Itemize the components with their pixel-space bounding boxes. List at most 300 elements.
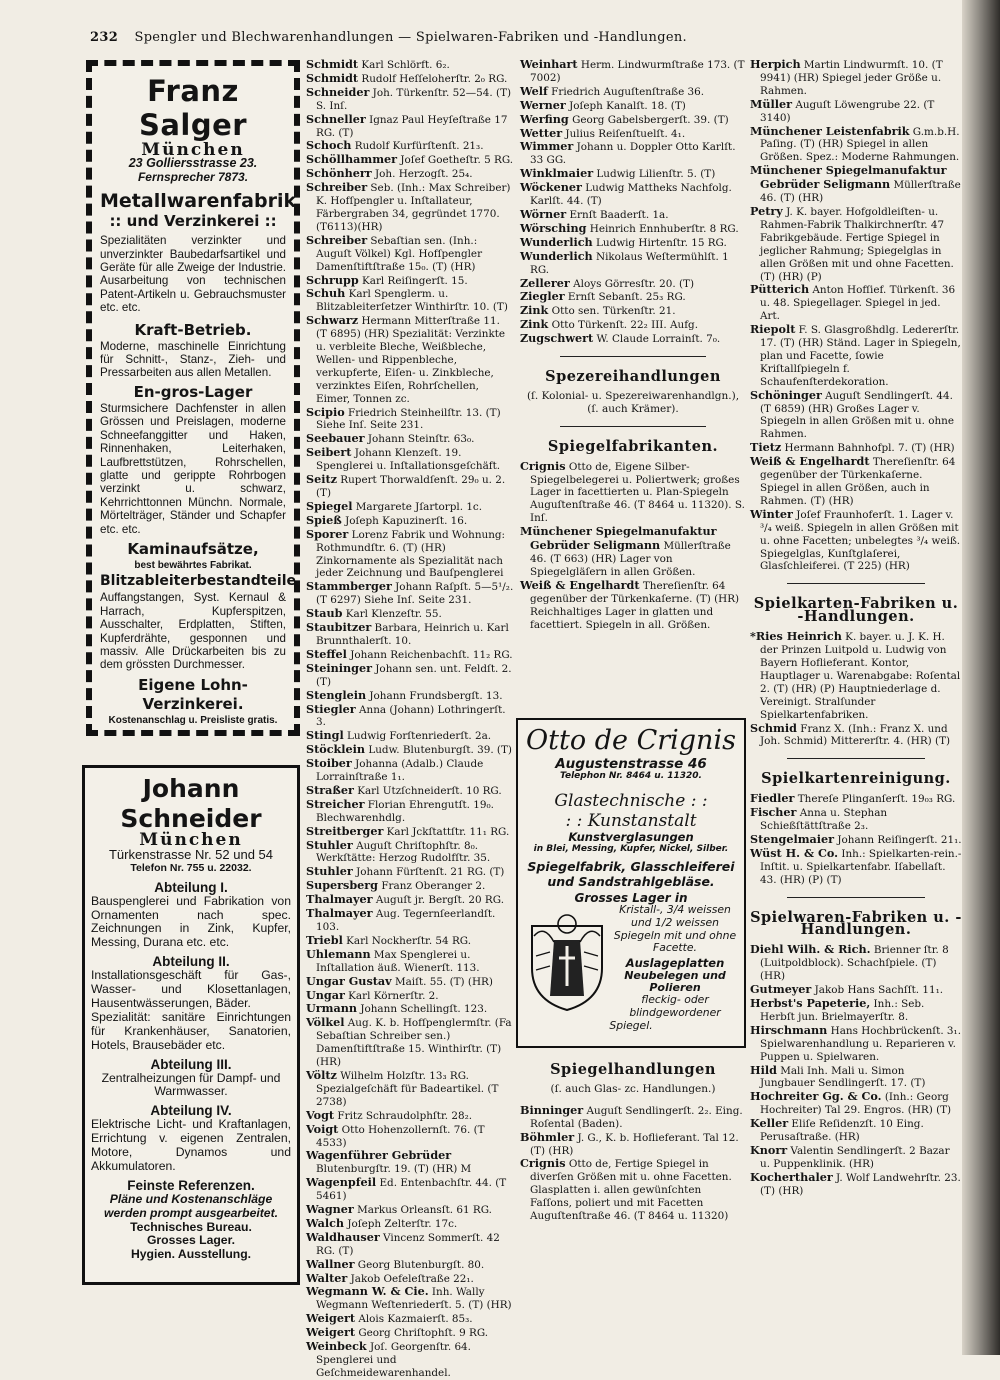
entry-name: Schmidt — [306, 70, 359, 85]
ad-salger-heading2: :: und Verzinkerei :: — [109, 212, 277, 231]
directory-entry — [306, 621, 514, 648]
directory-entry — [306, 1176, 514, 1203]
directory-entry — [750, 722, 962, 749]
directory-entry — [750, 997, 962, 1024]
entry-name: Streitberger — [306, 823, 384, 838]
directory-entry — [306, 1231, 514, 1258]
entry-name: Thalmayer — [306, 892, 373, 907]
spiegelfab-entries — [520, 460, 746, 632]
entry-details: Inh.: Seb. Herbſt jun. Brielmayerſtr. 8. — [760, 998, 925, 1023]
entry-name: Winter — [750, 506, 793, 521]
entry-name: Crignis — [520, 1156, 566, 1171]
ad-schneider-lager: Grosses Lager. — [146, 1233, 236, 1248]
directory-entry — [306, 432, 514, 446]
entry-name: Voigt — [306, 1121, 339, 1136]
entry-details: Johann Klenzeſt. 19. Spenglerei u. Inſtallationsgeſchäft. — [316, 447, 501, 473]
section-rule — [787, 758, 925, 759]
directory-entry — [306, 607, 514, 621]
entry-details: Auguſt Sendlingerſt. 44. (T 6859) (HR) Großes Lager v. Spiegeln in allen Größen mit u. ohne Rahmen. — [760, 389, 955, 441]
ad-crignis-name: Otto de Crignis — [526, 725, 736, 756]
ad-crignis-glas2: : : Kunstanstalt — [565, 810, 697, 831]
entry-details: Blutenburgſtr. 19. (T) (HR) M — [316, 1163, 472, 1176]
spiegelhandl-entries — [520, 1104, 746, 1223]
entry-name: Schreiber — [306, 180, 368, 195]
entry-name: Pütterich — [750, 282, 810, 297]
entry-details: Ludw. Blutenburgſt. 39. (T) — [365, 744, 512, 757]
directory-entry — [520, 277, 746, 291]
entry-name: Steininger — [306, 660, 372, 675]
entry-name: Welf — [520, 83, 548, 98]
entry-details: Herm. Lindwurmſtraße 173. (T 7002) — [530, 59, 745, 84]
entry-details: Auguſt Chriſtophſtr. 8₀. Werkſtätte: Herzog Rudolfſtr. 35. — [316, 839, 491, 865]
running-title: Spengler und Blechwarenhandlungen — Spielwaren-Fabriken und -Handlungen. — [134, 30, 687, 45]
ad-crignis-lager: Grosses Lager in — [574, 890, 688, 905]
entry-name: Riepolt — [750, 322, 796, 337]
ad-schneider-abt3-text: Zentralheizungen für Dampf- und Warmwasser. — [101, 1070, 281, 1099]
entry-name: Zink — [520, 317, 549, 332]
col4-entries — [750, 58, 962, 573]
directory-entry — [306, 825, 514, 839]
ad-salger-kamin-sub: best bewährtes Fabrikat. — [134, 559, 252, 571]
ad-otto-de-crignis — [516, 718, 746, 1048]
entry-name: Schwarz — [306, 313, 359, 328]
directory-entry — [306, 86, 514, 113]
entry-name: Stöcklein — [306, 742, 366, 757]
entry-name: Kocherthaler — [750, 1169, 833, 1184]
directory-entry — [520, 181, 746, 208]
entry-name: Stengelmaier — [750, 831, 835, 846]
directory-entry — [306, 314, 514, 405]
entry-details: Maiſt. 55. (T) (HR) — [391, 975, 493, 988]
entry-details: Martin Lindwurmſt. 10. (T 9941) (HR) Spiegel jeder Größe u. Rahmen. — [760, 59, 943, 97]
directory-entry — [306, 153, 514, 167]
ad-crignis-glas1: Glastechnische : : — [554, 790, 708, 811]
ad-schneider-abt4-text: Elektrische Licht- und Kraftanlagen, Errichtung v. eigenen Zentralen, Motore, Dynamos und Akkumulatoren. — [91, 1117, 291, 1173]
entry-name: Zink — [520, 303, 549, 318]
directory-entry — [306, 689, 514, 703]
directory-entry — [520, 1104, 746, 1131]
directory-entry — [750, 1171, 962, 1198]
entry-details: Georg Gabelsbergerſt. 39. (T) — [568, 113, 729, 126]
directory-entry — [520, 236, 746, 250]
entry-name: Schöninger — [750, 387, 822, 402]
entry-details: Karl Utzſchneiderſt. 10 RG. — [353, 784, 502, 797]
entry-name: Wunderlich — [520, 248, 593, 263]
directory-entry — [750, 455, 962, 508]
entry-details: Ernſt Sebanſt. 25₃ RG. — [564, 291, 686, 304]
directory-entry — [750, 98, 962, 125]
entry-details: Joh. Herzogſt. 25₄. — [371, 168, 473, 181]
entry-details: Inh. Wally Wegmann Weſtenriederſt. 5. (T) (HR) — [316, 1286, 512, 1312]
ad-johann-schneider — [82, 765, 300, 1285]
directory-entry — [306, 729, 514, 743]
entry-details: Müllerſtraße 46. (T 663) (HR) Lager von Spiegelgläſern in allen Größen. — [530, 540, 731, 578]
entry-name: Völtz — [306, 1067, 337, 1082]
entry-details: Aug. K. b. Hofſpenglermſtr. (Fa Sebaſtian Schreiber sen.) Damenſtiftſtraße 15. Winthirſtr. (T) (HR) — [316, 1017, 512, 1069]
entry-name: Weinbeck — [306, 1339, 367, 1354]
entry-name: Zugschwert — [520, 331, 594, 346]
ad-crignis-flecke: fleckig- oder blindgewordener Spiegel. — [609, 993, 721, 1033]
entry-name: Weiß & Engelhardt — [520, 577, 640, 592]
directory-entry — [306, 703, 514, 730]
directory-entry — [306, 648, 514, 662]
directory-entry — [750, 983, 962, 997]
entry-details: Auguſt Löwengrube 22. (T 3140) — [760, 98, 935, 124]
directory-entry — [306, 934, 514, 948]
directory-entry — [306, 1326, 514, 1340]
directory-entry — [306, 1069, 514, 1109]
entry-details: Ludwig Forſtenriederſt. 2a. — [343, 730, 492, 743]
directory-entry — [520, 579, 746, 632]
entry-details: Johanna (Adalb.) Claude Lorrainſtraße 1₁. — [316, 758, 484, 784]
ad-salger-blitz: Blitzableiterbestandteile. — [100, 573, 302, 590]
directory-entry — [750, 847, 962, 887]
entry-details: Joſef Fraunhoferſt. 1. Lager v. ³/₄ weiß. Spiegeln in allen Größen mit u. ohne Facetten; unbelegtes ³/₄ weiß. Spiegelglas, Kunſtglaſerei, Glasſchleiferei. (T 225) (HR) — [760, 508, 961, 573]
entry-name: Vogt — [306, 1107, 335, 1122]
directory-entry — [306, 181, 514, 234]
ad-crignis-auslage: Auslageplatten — [625, 956, 725, 971]
entry-details: Johann Schellingſt. 123. — [357, 1003, 488, 1016]
entry-name: Thalmayer — [306, 906, 373, 921]
directory-column-4 — [750, 58, 962, 1198]
entry-name: Keller — [750, 1116, 789, 1131]
entry-name: Wunderlich — [520, 234, 593, 249]
entry-details: Anna (Johann) Lothringerſt. 3. — [316, 703, 506, 729]
entry-details: Max Spenglerei u. Inſtallation äuß. Wienerſt. 113. — [316, 948, 480, 974]
entry-name: Uhlemann — [306, 946, 371, 961]
entry-details: Joſeph Kanalſt. 18. (T) — [565, 99, 686, 112]
ad-crignis-fabrik: Spiegelfabrik, Glasschleiferei und Sandstrahlgebläse. — [527, 858, 735, 889]
entry-details: Anna u. Stephan Schießſtättſtraße 2₃. — [760, 807, 888, 833]
entry-name: Seebauer — [306, 431, 365, 446]
entry-name: Straßer — [306, 782, 354, 797]
directory-entry — [520, 167, 746, 181]
directory-entry — [306, 234, 514, 274]
entry-details: Joh. Türkenſtr. 52—54. (T) S. Inſ. — [316, 86, 512, 112]
directory-entry — [520, 290, 746, 304]
entry-name: Werner — [520, 97, 566, 112]
entry-name: Schmidt — [306, 57, 359, 71]
entry-name: Wagenpfeil — [306, 1175, 377, 1190]
directory-entry — [306, 287, 514, 314]
entry-details: Rupert Thorwaldſenſt. 29₀ u. 2. (T) — [316, 474, 506, 499]
ad-schneider-abt3: Abteilung III. — [150, 1056, 232, 1072]
entry-details: Karl Schlörft. 6₂. — [358, 59, 450, 71]
ad-salger-phone: Fernsprecher 7873. — [137, 169, 249, 184]
directory-entry — [306, 473, 514, 500]
entry-details: Friedrich Auguſtenſtraße 36. — [547, 85, 705, 98]
entry-name: Stammberger — [306, 579, 392, 594]
directory-entry — [306, 1312, 514, 1326]
entry-details: Seb. (Inh.: Max Schreiber) K. Hofſpengler u. Inſtallateur, Färbergraben 34, gegründet 1770. (T6113)(HR) — [316, 182, 511, 233]
entry-details: Aloys Görresſtr. 20. (T) — [569, 277, 694, 290]
entry-name: Wallner — [306, 1256, 355, 1271]
ad-crignis-lager-text: Kristall-, 3/4 weissen und 1/2 weissen Spiegeln mit und ohne Facette. — [613, 903, 737, 955]
ad-schneider-abt2-spec: Spezialität: sanitäre Einrichtungen für Krankenhäuser, Sanatorien, Hotels, Brausebäder etc. — [91, 1009, 291, 1052]
entry-details: Sebaſtian sen. (Inh.: Auguſt Völkel) Kgl. Hofſpengler Damenſtiftſtraße 15₀. (T) (HR) — [316, 234, 483, 273]
directory-entry — [520, 85, 746, 99]
ad-crignis-neu: Neubelegen und Polieren — [624, 968, 726, 995]
entry-name: Crignis — [520, 458, 566, 473]
entry-details: J. G., K. b. Hoflieferant. Tal 12. (T) (HR) — [530, 1131, 739, 1157]
directory-entry — [750, 1090, 962, 1117]
entry-name: Schmid — [750, 720, 797, 735]
directory-entry — [306, 907, 514, 934]
ad-schneider-abt2-text: Installationsgeschäft für Gas-, Wasser- und Klosettanlagen, Hausentwässerungen, Bäder. — [91, 968, 291, 1010]
entry-name: Gutmeyer — [750, 982, 812, 997]
directory-entry — [306, 1203, 514, 1217]
entry-name: Ungar Gustav — [306, 973, 392, 988]
entry-name: Münchener Spiegelmanufaktur Gebrüder Seligmann — [520, 524, 717, 553]
entry-name: Wüst H. & Co. — [750, 845, 839, 860]
entry-details: Johann sen. unt. Feldſt. 2. (T) — [316, 662, 512, 688]
entry-details: Johann Frundsbergſt. 13. — [366, 689, 503, 702]
directory-entry — [306, 139, 514, 153]
directory-entry — [306, 167, 514, 181]
entry-details: Thereſe Plinganſerſt. 19₀₃ RG. — [794, 793, 956, 806]
entry-name: Münchener Spiegelmanufaktur Gebrüder Seligmann — [750, 163, 947, 192]
entry-name: Werfing — [520, 111, 569, 126]
directory-entry — [750, 1144, 962, 1171]
directory-entry — [306, 514, 514, 528]
entry-name: Stingl — [306, 728, 344, 743]
ad-schneider-name: Johann Schneider — [120, 774, 262, 833]
section-title-spiegelfab: Spiegelfabrikanten. — [547, 437, 719, 455]
page-edge-shadow — [962, 0, 1000, 1355]
entry-details: Heinrich Ennhuberſtr. 8 RG. — [586, 222, 739, 235]
entry-details: Fritz Schraudolphſtr. 28₂. — [334, 1109, 473, 1122]
entry-details: Wilhelm Holzſtr. 13₃ RG. Spezialgeſchäft für Badeartikel. (T 2738) — [316, 1069, 499, 1108]
entry-details: Johann u. Doppler Otto Karlſt. 33 GG. — [530, 141, 736, 167]
ad-schneider-abt2: Abteilung II. — [152, 954, 230, 970]
directory-entry — [306, 757, 514, 784]
entry-details: Markus Orleansſt. 61 RG. — [353, 1204, 492, 1217]
directory-entry — [520, 250, 746, 277]
ad-franz-salger — [86, 60, 300, 736]
entry-details: Georg Chriſtophſt. 9 RG. — [355, 1327, 489, 1340]
entry-name: Wöckener — [520, 180, 582, 195]
ad-salger-address: 23 Golliersstrasse 23. — [128, 156, 258, 171]
entry-name: Knorr — [750, 1142, 788, 1157]
directory-entry — [306, 1016, 514, 1069]
entry-name: Schneller — [306, 111, 366, 126]
entry-details: Thereſienſtr. 64 gegenüber der Türkenkaſerne. Spiegel in allen Größen, auch in Rahmen. (T) (HR) — [760, 456, 956, 507]
entry-details: Otto Türkenſt. 22₂ III. Aufg. — [548, 319, 699, 332]
entry-name: Petry — [750, 203, 783, 218]
section-rule — [787, 897, 925, 898]
directory-entry — [306, 500, 514, 514]
entry-details: Valentin Sendlingerſt. 2 Bazar u. Puppenklinik. (HR) — [760, 1144, 950, 1170]
entry-details: Inh.: Spielkarten-rein.-Inſtit. u. Spielkartenfabr. Iſabellaſt. 43. (HR) (P) (T) — [760, 847, 962, 886]
entry-details: Jakob Oefeleſtraße 22₁. — [347, 1272, 474, 1285]
entry-details: Jakob Hans Sachſſt. 11₁. — [811, 984, 944, 997]
entry-name: Scipio — [306, 404, 345, 419]
entry-details: Karl Nockherſtr. 54 RG. — [342, 934, 472, 947]
directory-entry — [750, 58, 962, 98]
section-title-spiegelhandl: Spiegelhandlungen — [550, 1061, 716, 1078]
entry-details: Ludwig Hirtenſtr. 15 RG. — [592, 236, 727, 249]
entry-name: Diehl Wilh. & Rich. — [750, 942, 871, 957]
entry-name: Stoiber — [306, 756, 352, 771]
entry-name: Seibert — [306, 445, 352, 460]
directory-entry — [306, 798, 514, 825]
directory-entry — [306, 406, 514, 433]
entry-name: Schöllhammer — [306, 152, 398, 167]
entry-details: Florian Ehrengutſt. 19₀. Blechwarenhdlg. — [316, 798, 494, 824]
directory-entry — [750, 508, 962, 574]
directory-entry — [306, 72, 514, 86]
page-number: 232 — [90, 30, 119, 45]
directory-entry — [306, 893, 514, 907]
entry-details: Joſeph Zelterſtr. 17c. — [344, 1217, 458, 1230]
entry-name: Zellerer — [520, 275, 570, 290]
directory-entry — [520, 304, 746, 318]
entry-name: Streicher — [306, 796, 365, 811]
entry-details: Anton Hofſief. Türkenſt. 36 u. 48. Spiegellager. Spiegel in jed. Art. — [760, 284, 956, 323]
entry-details: Georg Blutenburgſt. 80. — [354, 1258, 485, 1271]
section-rule — [787, 583, 925, 584]
directory-entry — [520, 127, 746, 141]
ad-crignis-kunst: Kunstverglasungen — [568, 829, 694, 844]
entry-name: Stenglein — [306, 687, 367, 702]
directory-entry — [750, 1024, 962, 1064]
ad-salger-text2: Moderne, maschinelle Einrichtung für Schnitt-, Stanz-, Zieh- und Pressarbeiten aus allen Metallen. — [100, 339, 286, 380]
entry-name: Supersberg — [306, 878, 379, 893]
entry-name: Hild — [750, 1062, 777, 1077]
entry-details: Vincenz Sommerſt. 42 RG. (T) — [316, 1231, 500, 1257]
entry-name: Triebl — [306, 932, 343, 947]
directory-entry — [306, 975, 514, 989]
directory-entry — [520, 460, 746, 526]
entry-details: J. Wolf Landwehrſtr. 23. (T) (HR) — [760, 1171, 961, 1197]
entry-details: Brienner ſtr. 8 (Luitpoldblock). Schachſpiele. (T) (HR) — [760, 944, 949, 983]
entry-name: Spiegel — [306, 498, 353, 513]
directory-entry — [750, 283, 962, 323]
directory-entry — [306, 662, 514, 689]
ad-salger-text3: Sturmsichere Dachfenster in allen Grössen und Preislagen, moderne Schneefanggitter und Haken, Rinnenhaken, Leiterhaken, Laufbrettstützen, Rohrschellen, glatte und gerippte Rohrbogen verzinkt u. schwarz, Kehrrichttonnen Münchn. Normale, Mörtelträger, Ständer und Schapfer etc. etc. — [100, 401, 286, 536]
ad-schneider-abt1: Abteilung I. — [154, 879, 228, 895]
entry-details: Johann Reichenbachſt. 11₂ RG. — [346, 648, 513, 661]
directory-entry — [520, 140, 746, 167]
ad-salger-lohn: Eigene Lohn-Verzinkerei. — [138, 675, 248, 713]
directory-entry — [750, 389, 962, 442]
directory-entry — [520, 222, 746, 236]
directory-entry — [306, 1217, 514, 1231]
directory-entry — [750, 792, 962, 806]
entry-details: Johann Raſpſt. 5—5¹/₂. (T 6297) Siehe Inſ. Seite 231. — [316, 581, 514, 607]
entry-details: Joſ. Georgenſtr. 64. Spenglerei und Geſchmeidewarenhandel. — [316, 1341, 471, 1379]
entry-details: Julius Reiſenſtuelſt. 4₁. — [562, 127, 686, 140]
running-header — [90, 30, 740, 52]
entry-details: Otto Hohenzollernſt. 76. (T 4533) — [316, 1123, 485, 1149]
ad-salger-kosten: Kostenanschlag u. Preisliste gratis. — [108, 714, 278, 726]
entry-details: F. S. Glasgroßhdlg. Ledererſtr. 17. (T) (HR) Ständ. Lager in Spiegeln, plan und Facette, ſowie Kriſtallſpiegeln f. Schaufenſterdekoration. — [760, 324, 961, 388]
entry-name: Walter — [306, 1270, 348, 1285]
entry-name: Weigert — [306, 1311, 356, 1326]
entry-name: Weiß & Engelhardt — [750, 454, 870, 469]
entry-name: Schreiber — [306, 232, 368, 247]
entry-details: Nikolaus Weſtermühlſt. 1 RG. — [530, 250, 729, 276]
entry-name: Schrupp — [306, 272, 359, 287]
entry-name: Fischer — [750, 805, 797, 820]
section-sub-spiegelhandl: (ſ. auch Glas- zc. Handlungen.) — [550, 1082, 716, 1095]
entry-name: Wimmer — [520, 139, 574, 154]
entry-name: Wörsching — [520, 220, 587, 235]
entry-details: Franz X. (Inh.: Franz X. und Joh. Schmid) Mittererſtr. 4. (HR) (T) — [760, 722, 951, 748]
directory-entry — [750, 323, 962, 389]
entry-name: Ungar — [306, 987, 345, 1002]
section-sub-spezerei: (ſ. Kolonial- u. Spezereiwarenhandlgn.), (ſ. auch Krämer). — [526, 389, 740, 415]
directory-entry — [750, 943, 962, 983]
entry-details: Karl Körnerſtr. 2. — [344, 989, 439, 1002]
entry-details: Karl Jckſtattſtr. 11₁ RG. — [383, 825, 510, 838]
directory-entry — [306, 1272, 514, 1286]
directory-entry — [750, 630, 962, 721]
entry-details: Müllerſtraße 46. (T) (HR) — [760, 179, 961, 205]
directory-entry — [750, 441, 962, 455]
entry-details: Ignaz Paul Heyſeſtraße 17 RG. (T) — [316, 113, 508, 139]
entry-name: Wetter — [520, 125, 563, 140]
entry-details: Karl Spenglerm. u. Blitzableiterſetzer Winthirſtr. 10. (T) — [316, 288, 508, 314]
directory-entry — [750, 833, 962, 847]
entry-name: Wagner — [306, 1202, 354, 1217]
entry-details: Karl Klenzeſtr. 55. — [342, 608, 442, 621]
entry-name: Müller — [750, 96, 793, 111]
directory-entry — [306, 1285, 514, 1312]
directory-entry — [306, 879, 514, 893]
ad-schneider-hygien: Hygien. Ausstellung. — [130, 1247, 252, 1262]
entry-name: Steffel — [306, 646, 347, 661]
directory-entry — [306, 528, 514, 581]
entry-details: Auguſt jr. Bergſt. 20 RG. — [372, 894, 504, 907]
ad-salger-text4: Auffangstangen, Syst. Kernaul & Harrach, Kupferspitzen, Ausschalter, Erdplatten, Stiften, Kupferdrähte, gesponnen und massiv. Alle Drückarbeiten bis zu dem grössten Durchmesser. — [100, 591, 286, 672]
entry-name: Staub — [306, 606, 343, 621]
entry-details: Thereſienſtr. 64 gegenüber der Türkenkaſerne. (T) (HR) Reichhaltiges Lager in glatten und facettiert. Spiegeln in all. Größen. — [530, 579, 740, 631]
entry-details: Otto sen. Türkenſtr. 21. — [548, 305, 676, 318]
entry-name: Urmann — [306, 1001, 358, 1016]
entry-name: Hirschmann — [750, 1022, 828, 1037]
entry-details: Hans Hochbrückenſt. 3₁. Spielwarenhandlung u. Reparieren v. Puppen u. Spielwaren. — [760, 1024, 962, 1063]
entry-name: Ziegler — [520, 289, 565, 304]
entry-name: Wagenführer Gebrüder — [306, 1148, 452, 1163]
spielwaren-entries — [750, 943, 962, 1197]
directory-entry — [750, 806, 962, 833]
entry-name: Schoch — [306, 138, 352, 153]
directory-entry — [306, 113, 514, 140]
directory-entry — [750, 1117, 962, 1144]
ad-salger-kraft: Kraft-Betrieb. — [134, 320, 252, 339]
entry-name: Schneider — [306, 84, 370, 99]
directory-entry — [520, 208, 746, 222]
entry-details: W. Claude Lorrainſt. 7₀. — [593, 333, 721, 346]
directory-entry — [306, 1258, 514, 1272]
entry-name: Walch — [306, 1215, 345, 1230]
entry-details: Joſef Goetheſtr. 5 RG. — [397, 154, 514, 167]
directory-entry — [306, 1123, 514, 1150]
directory-entry — [306, 865, 514, 879]
entry-name: Stiegler — [306, 701, 356, 716]
entry-details: Karl Reiſingerſt. 15. — [358, 274, 468, 287]
entry-name: Fiedler — [750, 791, 795, 806]
entry-details: Johann Steinſtr. 63₀. — [364, 433, 475, 446]
entry-details: Otto de, Fertige Spiegel in diverſen Größen mit u. ohne Facetten. Glasplatten i. allen gewünſchten Faſſons, poliert und mit Facetten Auguſtenſtraße 46. (T 8464 u. 11320) — [530, 1158, 732, 1223]
ad-crignis-phone: Telephon Nr. 8464 u. 11320. — [560, 771, 702, 782]
entry-name: Winklmaier — [520, 166, 594, 181]
directory-entry — [306, 58, 514, 72]
entry-name: Weigert — [306, 1325, 356, 1340]
entry-name: Schönherr — [306, 166, 372, 181]
directory-entry — [750, 164, 962, 205]
